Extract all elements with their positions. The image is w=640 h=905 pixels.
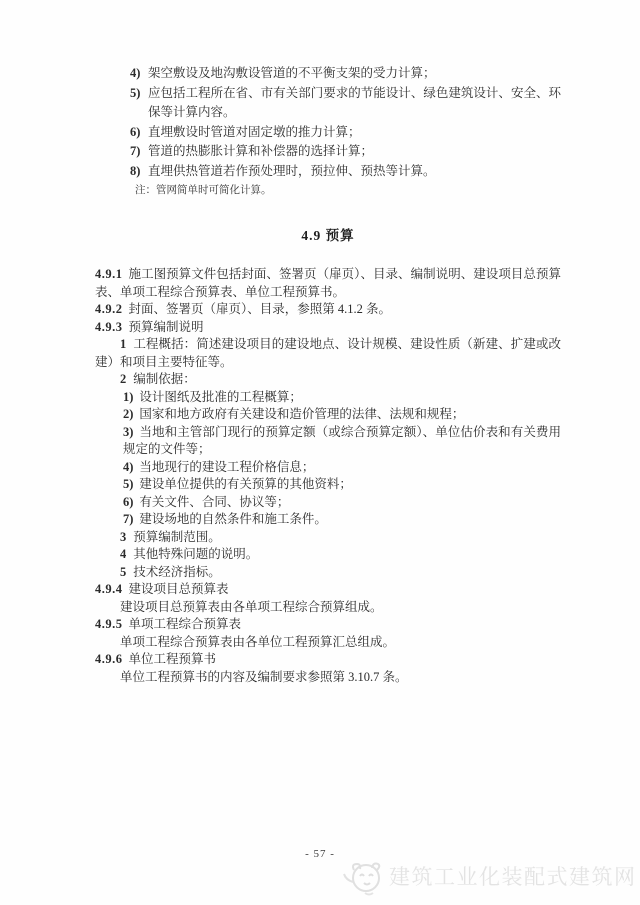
article-body: 单项工程综合预算表由各单位工程预算汇总组成。 xyxy=(120,634,396,649)
list-item xyxy=(95,162,561,182)
article-number: 4.9.5 xyxy=(95,617,123,631)
sub-paragraph xyxy=(95,336,561,371)
list-item-number: 5) xyxy=(130,85,141,100)
article-title: 单项工程综合预算表 xyxy=(128,617,242,631)
sub-text: 工程概括：简述建设项目的建设地点、设计规模、建设性质（新建、扩建或改建）和项目主要特征等。 xyxy=(95,337,561,369)
sub-number: 5 xyxy=(120,564,127,579)
list-item xyxy=(95,123,561,143)
list-item-text: 应包括工程所在省、市有关部门要求的节能设计、绿色建筑设计、安全、环保等计算内容。 xyxy=(148,85,561,119)
basis-list-item xyxy=(123,459,561,477)
watermark-text: 建筑工业化装配式建筑网 xyxy=(389,865,637,889)
sub-number: 4 xyxy=(120,547,127,561)
page-content xyxy=(95,64,561,686)
basis-item-text: 设计图纸及批准的工程概算； xyxy=(139,389,302,404)
article-title: 单位工程预算书 xyxy=(128,652,217,666)
basis-item-text: 当地和主管部门现行的预算定额（或综合预算定额）、单位估价表和有关费用规定的文件等； xyxy=(123,424,561,456)
sub-number: 3 xyxy=(120,529,127,544)
sub-paragraph xyxy=(95,564,561,582)
article-number: 4.9.2 xyxy=(95,302,123,316)
basis-item-number: 4) xyxy=(123,459,134,474)
basis-item-text: 建设场地的自然条件和施工条件。 xyxy=(139,512,327,526)
basis-item-number: 6) xyxy=(123,494,134,509)
basis-item-number: 1) xyxy=(123,389,134,404)
basis-list-item xyxy=(123,494,561,512)
sub-paragraph xyxy=(95,529,561,547)
basis-item-text: 建设单位提供的有关预算的其他资料； xyxy=(139,477,352,491)
article-text: 封面、签署页（扉页）、目录，参照第 4.1.2 条。 xyxy=(128,302,392,316)
sub-text: 编制依据： xyxy=(133,372,196,386)
article-paragraph xyxy=(95,616,561,634)
page-number: - 57 - xyxy=(305,848,335,860)
list-item-text: 直埋供热管道若作预处理时，预拉伸、预热等计算。 xyxy=(148,163,436,178)
list-item-text: 直埋敷设时管道对固定墩的推力计算； xyxy=(148,124,361,139)
basis-item-text: 国家和地方政府有关建设和造价管理的法律、法规和规程； xyxy=(139,407,465,421)
basis-list-item xyxy=(123,424,561,459)
sub-number: 2 xyxy=(120,372,127,386)
basis-item-text: 有关文件、合同、协议等； xyxy=(139,494,290,509)
note-line: 注：管网简单时可简化计算。 xyxy=(135,185,272,196)
basis-list-item xyxy=(123,476,561,494)
list-item-number: 7) xyxy=(130,144,141,158)
article-body: 建设项目总预算表由各单项工程综合预算组成。 xyxy=(120,599,383,614)
basis-item-text: 当地现行的建设工程价格信息； xyxy=(139,459,315,474)
article-text: 施工图预算文件包括封面、签署页（扉页）、目录、编制说明、建设项目总预算表、单项工程综合预算表、单位工程预算书。 xyxy=(95,267,561,299)
article-paragraph xyxy=(95,319,561,337)
mascot-face-icon xyxy=(341,856,387,898)
list-item xyxy=(95,84,561,123)
basis-item-number: 3) xyxy=(123,424,134,439)
article-text: 预算编制说明 xyxy=(128,319,204,334)
article-number: 4.9.4 xyxy=(95,582,123,596)
sub-number: 1 xyxy=(120,337,127,351)
sub-text: 其他特殊问题的说明。 xyxy=(133,547,259,561)
article-title: 建设项目总预算表 xyxy=(128,582,229,596)
list-item xyxy=(95,64,561,84)
article-body: 单位工程预算书的内容及编制要求参照第 3.10.7 条。 xyxy=(120,669,408,684)
list-item xyxy=(95,142,561,162)
basis-item-number: 2) xyxy=(123,407,134,421)
basis-item-number: 5) xyxy=(123,477,134,491)
basis-list-item xyxy=(123,406,561,424)
basis-item-number: 7) xyxy=(123,512,134,526)
basis-list-item xyxy=(123,511,561,529)
list-item-number: 4) xyxy=(130,66,141,80)
article-paragraph xyxy=(95,581,561,599)
article-number: 4.9.1 xyxy=(95,267,123,281)
list-item-number: 8) xyxy=(130,163,141,178)
article-paragraph xyxy=(95,651,561,669)
list-item-text: 管道的热膨胀计算和补偿器的选择计算； xyxy=(148,144,374,158)
sub-paragraph xyxy=(95,371,561,389)
article-number: 4.9.6 xyxy=(95,652,123,666)
sub-text: 技术经济指标。 xyxy=(133,564,221,579)
watermark xyxy=(341,856,637,898)
sub-text: 预算编制范围。 xyxy=(133,529,221,544)
article-paragraph xyxy=(95,266,561,301)
article-number: 4.9.3 xyxy=(95,319,123,334)
article-paragraph xyxy=(95,301,561,319)
list-item-text: 架空敷设及地沟敷设管道的不平衡支架的受力计算； xyxy=(148,66,436,80)
list-item-number: 6) xyxy=(130,124,141,139)
section-heading: 4.9 预算 xyxy=(301,228,355,243)
sub-paragraph xyxy=(95,546,561,564)
basis-list-item xyxy=(123,389,561,407)
